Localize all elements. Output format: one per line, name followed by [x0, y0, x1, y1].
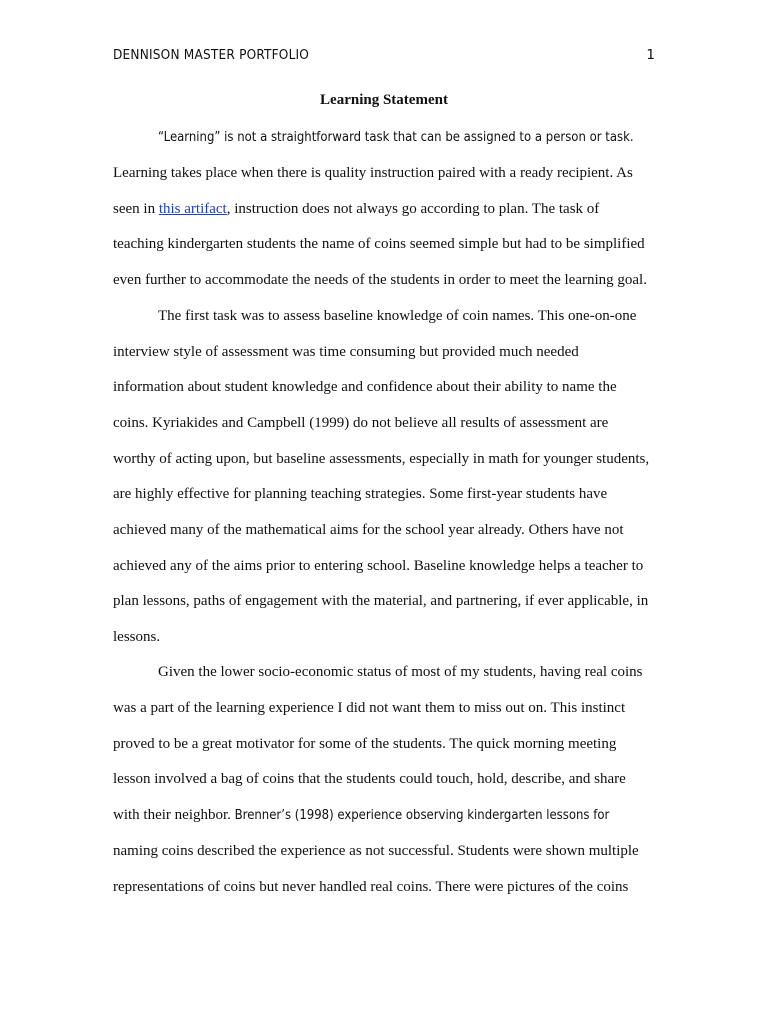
paragraph-line: representations of coins but never handled real coins. There were pictures of the coins	[113, 879, 629, 895]
paragraph-line	[113, 199, 599, 219]
paragraph-line: worthy of acting upon, but baseline assessments, especially in math for younger students,	[113, 451, 650, 467]
document-title: Learning Statement	[320, 92, 448, 108]
paragraph-line: naming coins described the experience as not successful. Students were shown multiple	[113, 843, 639, 859]
paragraph-line: achieved many of the mathematical aims for the school year already. Others have not	[113, 522, 624, 538]
line-text: with their neighbor.	[113, 807, 235, 823]
line-text: seen in	[113, 201, 159, 217]
paragraph-line: interview style of assessment was time consuming but provided much needed	[113, 344, 579, 360]
line-text: Brenner’s (1998) experience observing kindergarten lessons for	[234, 808, 610, 823]
line-text: , instruction does not always go according to plan. The task of	[226, 201, 600, 217]
paragraph-line: coins. Kyriakides and Campbell (1999) do not believe all results of assessment are	[113, 415, 609, 431]
paragraph-line: Given the lower socio-economic status of most of my students, having real coins	[158, 664, 643, 680]
page-header	[113, 47, 655, 67]
artifact-link[interactable]: this artifact	[158, 201, 227, 217]
paragraph-line: plan lessons, paths of engagement with the material, and partnering, if ever applicable, in	[113, 593, 649, 609]
paragraph-line: teaching kindergarten students the name of coins seemed simple but had to be simplified	[113, 236, 645, 252]
running-head: DENNISON MASTER PORTFOLIO	[113, 47, 310, 63]
paragraph-line: lessons.	[113, 629, 161, 645]
paragraph-line: Learning takes place when there is quality instruction paired with a ready recipient. As	[113, 165, 633, 181]
paragraph-line: was a part of the learning experience I did not want them to miss out on. This instinct	[113, 700, 626, 716]
paragraph-line	[113, 805, 609, 826]
paragraph-line: achieved any of the aims prior to entering school. Baseline knowledge helps a teacher to	[113, 558, 644, 574]
paragraph-line: The first task was to assess baseline knowledge of coin names. This one-on-one	[158, 308, 637, 324]
paragraph-line: even further to accommodate the needs of the students in order to meet the learning goal.	[113, 272, 647, 288]
paragraph-line: proved to be a great motivator for some of the students. The quick morning meeting	[113, 736, 617, 752]
paragraph-line: “Learning” is not a straightforward task that can be assigned to a person or task.	[158, 130, 634, 145]
paragraph-line: information about student knowledge and confidence about their ability to name the	[113, 379, 617, 395]
paragraph-line: lesson involved a bag of coins that the students could touch, hold, describe, and share	[113, 771, 626, 787]
page-number: 1	[646, 47, 655, 63]
paragraph-line: are highly effective for planning teaching strategies. Some first-year students have	[113, 486, 608, 502]
